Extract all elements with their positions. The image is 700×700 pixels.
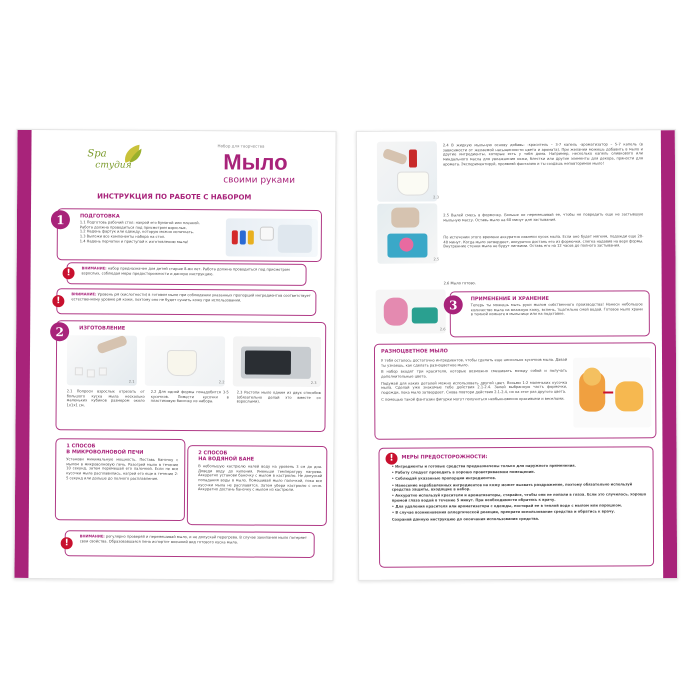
safety-title: МЕРЫ ПРЕДОСТОРОЖНОСТИ: (401, 454, 488, 461)
warning-icon: ! (61, 537, 73, 549)
warning-ph-text (71, 292, 311, 303)
warning-icon: ! (63, 267, 75, 279)
safety-item: • Соблюдай указанные пропорции ингредиентов. (391, 476, 497, 482)
method-water-bath (187, 445, 328, 526)
preparation-item: 1.3 Выложи все компоненты набора на стол. (79, 234, 166, 239)
safety-item: • В случае возникновения аллергической реакции, прекрати использование средства и обратись к врачу. (391, 509, 616, 516)
photo-giraffe-soap (573, 357, 651, 427)
logo-studio: студия (95, 160, 132, 171)
photo-label: 2.1 (128, 379, 135, 384)
photo-finished-soap (376, 289, 446, 333)
warning-age-body: набор предназначен для детей старше 8-ми лет. Работа должна проводиться под присмотром взрослых, соблюдая меры предосторожности и данную инструкцию. (81, 266, 290, 276)
method-microwave (55, 438, 186, 521)
warning-icon: ! (52, 295, 64, 307)
application-title: ПРИМЕНЕНИЕ И ХРАНЕНИЕ (470, 295, 549, 303)
right-page (356, 129, 678, 581)
warning-ph (56, 288, 316, 316)
warning-icon: ! (386, 453, 398, 465)
warning-overheat-text (80, 534, 312, 545)
warning-overheat-body: регулярно проверяй и перемешивай мыло, и не допускай перегрева. В случае закипания мыло потеряет свои свойства. Образовавшаяся пена испортит внешний вид готового куска мыла. (79, 534, 307, 545)
multicolor-paragraph: В набор входят три красителя, которые возможно смешивать между собой и получать дополнительные цвета. (381, 369, 568, 379)
safety-item: • Для удаления красителя или ароматизатора с одежды, постирай ее в теплой воде с мылом или порошком. (391, 503, 623, 509)
step-2-6-text: 2.6 Мыло готово. (443, 281, 476, 286)
photo-label: 2.3 (310, 380, 317, 385)
photo-label: 2.6 (439, 327, 446, 332)
warning-age-text (82, 266, 302, 277)
preparation-item: 1.2 Надень фартук или одежду, которую можно испачкать. (79, 229, 194, 235)
making-title: ИЗГОТОВЛЕНИЕ (79, 325, 126, 332)
warning-age (66, 262, 306, 286)
photo-soap-jar (145, 336, 225, 387)
step-number-2: 2 (50, 322, 69, 341)
safety-item: Сохраняй данную инструкцию до окончания использования средства. (391, 516, 540, 522)
section-application (450, 290, 650, 337)
safety-item: • Нанесение нерабавленных ингредиентов на кожу может вызвать раздражение, поэтому обязательно используй средства защиты, входящие в набор. (391, 481, 633, 492)
safety-item: • Ингредиенты и готовые средства предназначены только для наружного применения. (391, 463, 576, 469)
warning-overheat (65, 530, 315, 558)
making-step: 2.3 Растопи мыло одним из двух способов (обязательно делай это вместе со взрослыми). (236, 390, 321, 404)
spa-logo (87, 142, 147, 180)
cooling-text: По истечении этого времени аккуратно извлеки кусок мыла. Если оно будет мягким, подожди еще 20-40 минут. Когда мыло затвердеет, аккуратно достань его из формочки, слегка надавив на верх формы. Внутренние стенки мыла не будут липкими. Оставь его на 12 часов до полного застывания. (443, 234, 644, 249)
multicolor-title: РАЗНОЦВЕТНОЕ МЫЛО (380, 348, 448, 355)
safety-item: • Аккуратно используй красители и ароматизаторы, старайся, чтобы они не попали в глаза. Если это случилось, хорошо промой глаза водой в течение 5 минут. При необходимости обратись к врачу. (391, 492, 647, 503)
step-number-3: 3 (444, 295, 463, 314)
preparation-title: ПОДГОТОВКА (79, 213, 120, 220)
kit-contents-image (226, 218, 318, 257)
method1-subtitle: В МИКРОВОЛНОВОЙ ПЕЧИ (66, 449, 144, 456)
method2-title: 2 СПОСОБ (198, 450, 228, 457)
warning-ph-body: Уровень pH (кислотности) в готовом мыле при соблюдении указанных пропорций ингредиентов соответствует естественному уровню pH кожи, поэтому оно не будет сушить кожу при использовании. (71, 292, 311, 303)
photo-pouring (377, 203, 440, 263)
section-safety (378, 446, 654, 567)
preparation-list (80, 220, 220, 244)
section-preparation (57, 208, 322, 262)
method1-title: 1 СПОСОБ (66, 443, 96, 450)
multicolor-paragraph: С помощью такой фантазии фигурки могут получиться необыкновенно красивыми и веселыми. (381, 396, 565, 402)
multicolor-paragraph: Подумай для каких деталей можно использовать другой цвет. Возьми 1-2 маленьких кусочка мыла. Сделай уже знакомые тебе действия 2.1-2.4. Залей выбранную часть формочки, подожди, пока мыло затвердеет. Снова повтори действия 2.1-2.4, но на этот раз другого цвета. (381, 380, 568, 395)
method1-text: Установи минимальную мощность. Поставь баночку с мылом в микроволновую печь. Разогрей мыло в течение 10 секунд, затем перемешай его палочкой. Если не все кусочки мыла расплавились, нагрей его еще в течение 2-5 секунд или дольше до полного расплавления. (66, 457, 179, 481)
left-page (13, 129, 336, 581)
safety-item: • Работу следует проводить в хорошо проветриваемом помещении. (391, 470, 536, 475)
multicolor-text (381, 358, 567, 402)
step-number-1: 1 (51, 210, 70, 229)
photo-microwave (233, 336, 321, 387)
safety-list (392, 463, 647, 522)
instruction-title: ИНСТРУКЦИЯ ПО РАБОТЕ С НАБОРОМ (97, 192, 252, 202)
page-subtitle: своими руками (223, 175, 296, 186)
left-page-stripe (14, 130, 31, 578)
photo-label: 2.5 (433, 257, 440, 262)
method2-subtitle: НА ВОДЯНОЙ БАНЕ (198, 456, 255, 463)
right-page-stripe (661, 130, 677, 578)
application-text: Теперь ты можешь мыть руки мылом собственного производства! Нанеси небольшое количество мыла на влажную кожу, вспень, тщательно смой водой. Готовое мыло храни в темной комнате в мыльнице или на подставке. (470, 302, 643, 317)
photo-adding-dye (377, 141, 437, 201)
section-making (55, 320, 326, 432)
preparation-item: Работа должна проводиться под присмотром взрослых. (79, 225, 187, 230)
multicolor-paragraph: У тебя осталось достаточно ингредиентов, чтобы сделать еще несколько кусочков мыла. Давай ты узнаешь, как сделать разноцветное мыло. (381, 357, 568, 368)
making-step: 2.1 Попроси взрослых отрезать от большого куска мыла несколько маленьких кубиков размером около 1х1х1 см. (66, 389, 145, 408)
page-title: Мыло (223, 149, 288, 175)
section-multicolor (374, 342, 656, 439)
kit-label: Набор для творчества (217, 143, 265, 149)
warning-ph-title: ВНИМАНИЕ: (71, 292, 97, 297)
photo-cut-soap (67, 335, 137, 385)
making-step: 2.2 Для одной формы понадобится 3-5 кусочков. Помести кусочки в пластиковую баночку из набора. (150, 389, 229, 404)
photo-label: 2.3 (433, 195, 439, 200)
warning-age-title: ВНИМАНИЕ: (81, 266, 107, 271)
method2-text: В небольшую кастрюлю налей воду на уровень 3 см до дна. Доведи воду до кипения. Уменьши температуру нагрева. Аккуратно установи баночку с мылом в кастрюлю. Не допускай попадания воды в мыло. Помешивай мыло палочкой, пока все кусочки мыла не расплавятся. Затем убери кастрюлю с огня. Аккуратно достань баночку с мылом из кастрюли. (198, 464, 323, 493)
photo-label: 2.2 (218, 380, 225, 385)
step-2-4-text: 2.4 В жидкую мыльную основу добавь: -краситель – 3-7 капель -ароматизатор – 5-7 капель (в зависимости от желаемой насыщенности цвета и аромата). При желании можешь добавить в мыло и другие ингредиенты, которые есть у тебя дома. Например, несколько капель оливкового или миндального масла для увлажнения кожи, блестки или другие элементы для декора, пряности для аромата. Экспериментируй, проявляй фантазию и ты создашь неповторимое мыло! (442, 142, 643, 167)
warning-overheat-title: ВНИМАНИЕ: (79, 534, 105, 539)
preparation-item: 1.4 Надень перчатки и приступай к изготовлению мыла! (79, 239, 189, 244)
logo-spa: Spa (87, 148, 107, 160)
preparation-item: 1.1 Подготовь рабочий стол: накрой его бумагой или пленкой. (79, 220, 200, 226)
step-2-5-text: 2.5 Вылей смесь в формочку. Больше не перемешивай ее, чтобы не повредить еще не застывшую мыльную массу. Оставь мыло на 60 минут для застывания. (443, 212, 644, 223)
